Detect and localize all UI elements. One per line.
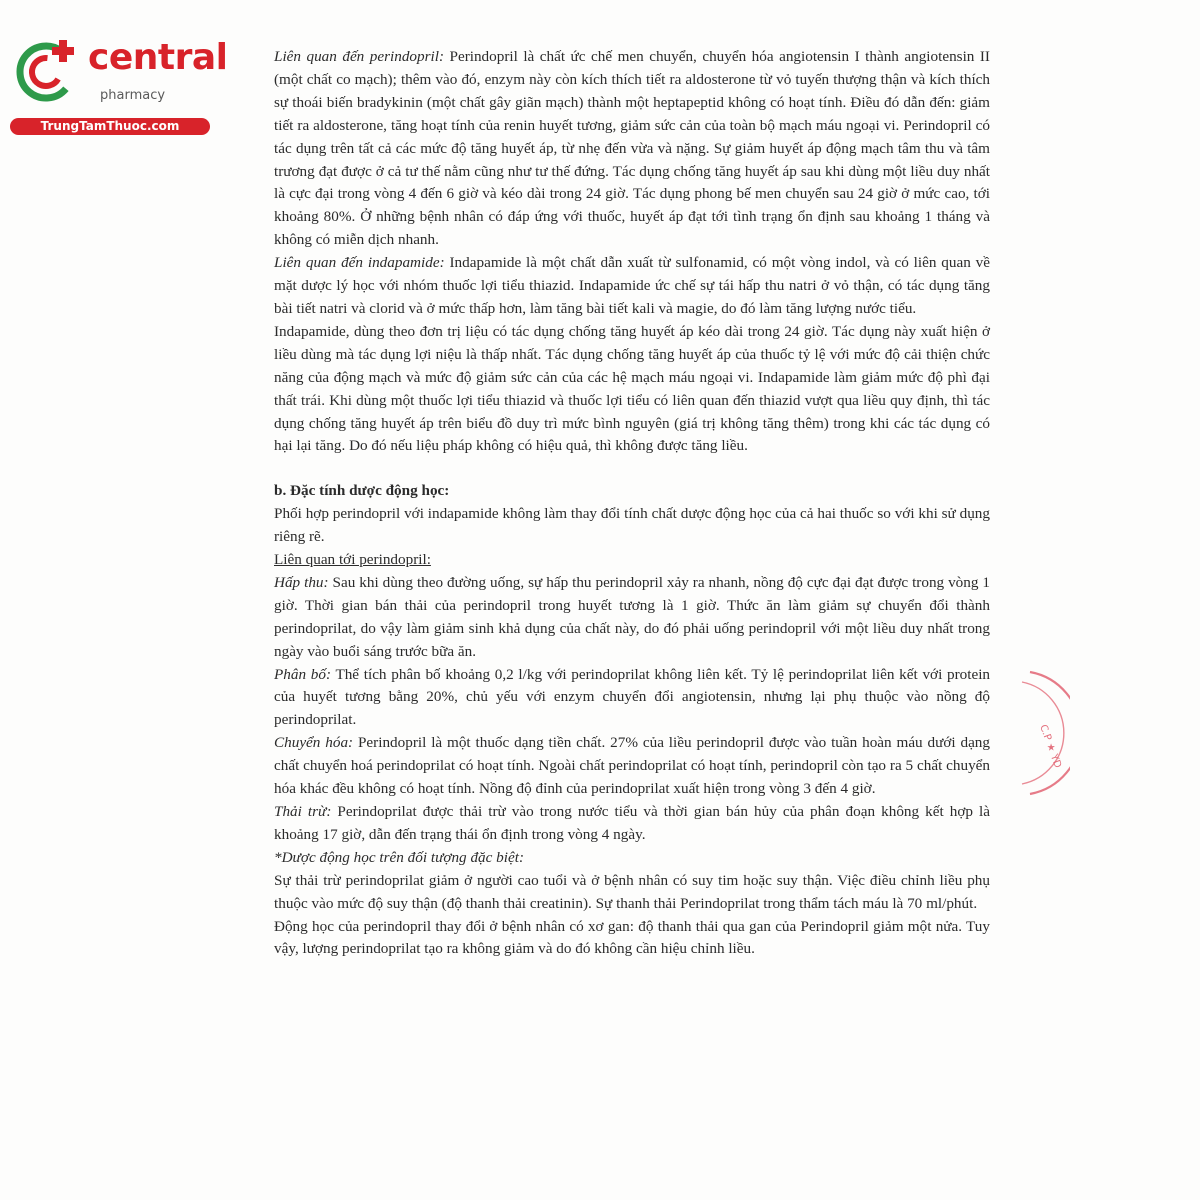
paragraph-label: Phân bố: [274, 665, 332, 683]
paragraph-label: Hấp thu: [274, 573, 329, 591]
paragraph-label: Liên quan đến indapamide: [274, 254, 445, 272]
brand-name: central [88, 37, 228, 78]
paragraph-text: Perindoprilat được thải trừ vào trong nước tiểu và thời gian bán hủy của phân đoạn không kết hợp là khoảng 17 giờ, dẫn đến trạng thái ổn định trong vòng 4 ngày. [274, 803, 990, 843]
paragraph-label: Chuyển hóa: [274, 734, 354, 752]
paragraph-text: Thể tích phân bố khoảng 0,2 l/kg với perindoprilat không liên kết. Tỷ lệ perindoprilat liên kết với protein của huyết tương bằng 20%, chủ yếu với enzym chuyển đổi angiotensin, nhưng lại phụ thuộc vào nồng độ perindoprilat. [274, 665, 991, 729]
paragraph-label: Liên quan đến perindopril: [274, 48, 445, 65]
paragraph-distribution [274, 664, 990, 733]
paragraph-cirrhosis: Động học của perindopril thay đổi ở bệnh nhân có xơ gan: độ thanh thải qua gan của Perindopril giảm một nửa. Tuy vậy, lượng perindoprilat tạo ra không giảm và do đó không cần hiệu chỉnh liều. [274, 917, 990, 958]
section-spacer [274, 458, 990, 480]
paragraph-label: Thải trừ: [274, 803, 332, 820]
paragraph-text: Indapamide là một chất dẫn xuất từ sulfonamid, có một vòng indol, và có liên quan về mặt dược lý học với nhóm thuốc lợi tiểu thiazid. Indapamide ức chế sự tái hấp thu natri ở vỏ thận, có tác dụng tăng bài tiết natri và clorid và ở mức thấp hơn, làm tăng bài tiết kali và magie, do đó làm tăng lượng nước tiểu. [274, 254, 991, 317]
paragraph-text: Sau khi dùng theo đường uống, sự hấp thu perindopril xảy ra nhanh, nồng độ cực đại đạt được trong vòng 1 giờ. Thời gian bán thải của perindopril trong huyết tương là 1 giờ. Thức ăn làm giảm sự chuyển đổi thành perindoprilat, do vậy làm giảm sinh khả dụng của chất này, do đó phải uống perindopril với một liều duy nhất trong ngày vào buổi sáng trước bữa ăn. [274, 573, 990, 660]
document-body [274, 46, 990, 961]
sub-heading-special-populations: *Dược động học trên đối tượng đặc biệt: [274, 848, 525, 866]
brand-subtitle: pharmacy [100, 88, 166, 103]
paragraph-text: Perindopril là một thuốc dạng tiền chất. 27% của liều perindopril được vào tuần hoàn máu dưới dạng chất chuyển hoá perindoprilat có hoạt tính. Ngoài chất perindoprilat có hoạt tính, perindopril còn tạo ra 5 chất chuyển hóa khác đều không có hoạt tính. Nồng độ đỉnh của perindoprilat xuất hiện trong vòng 3 đến 4 giờ. [274, 734, 990, 798]
official-stamp-seal [1010, 668, 1070, 798]
paragraph-metabolism [274, 732, 990, 801]
paragraph-text: Perindopril là chất ức chế men chuyển, chuyển hóa angiotensin I thành angiotensin II (một chất co mạch); thêm vào đó, enzym này còn kích thích tiết ra aldosterone từ vỏ tuyến thượng thận và kích thích sự thoái biến bradykinin (một chất gây giãn mạch) thành một heptapeptid không có hoạt tính. Điều đó dẫn đến: giảm tiết ra aldosterone, tăng hoạt tính của renin huyết tương, giảm sức cản của toàn bộ mạch máu ngoại vi. Perindopril có tác dụng trên tất cả các mức độ tăng huyết áp, từ nhẹ đến vừa và nặng. Sự giảm huyết áp động mạch tâm thu và tâm trương đạt được ở cả tư thế nằm cũng như tư thế đứng. Tác dụng chống tăng huyết áp sau khi dùng một liều duy nhất là cực đại trong vòng 4 đến 6 giờ và kéo dài trong 24 giờ. Tác dụng phong bế men chuyển sau 24 giờ ở mức cao, tới khoảng 80%. Ở những bệnh nhân có đáp ứng với thuốc, huyết áp đạt tới tình trạng ổn định sau khoảng 1 tháng và không có miễn dịch nhanh. [274, 48, 990, 249]
paragraph-indapamide-monotherapy: Indapamide, dùng theo đơn trị liệu có tác dụng chống tăng huyết áp kéo dài trong 24 giờ. Tác dụng này xuất hiện ở liều dùng mà tác dụng lợi niệu là thấp nhất. Tác dụng chống tăng huyết áp của thuốc tỷ lệ với mức độ cải thiện chức năng của động mạch và mức độ giảm sức cản của các hệ mạch máu ngoại vi. Indapamide làm giảm mức độ phì đại thất trái. Khi dùng một thuốc lợi tiểu thiazid và thuốc lợi tiểu có liên quan đến thiazid vượt qua liều quy định, thì tác dụng chống tăng huyết áp trên biểu đồ duy trì mức bình nguyên (giá trị không tăng thêm) trong khi các tác dụng có hại lại tăng. Do đó nếu liệu pháp không có hiệu quả, thì không được tăng liều. [274, 322, 990, 455]
paragraph-indapamide-pharmacodynamics [274, 252, 990, 321]
stamp-text: C.P ★ YD [1037, 723, 1064, 770]
section-heading-pharmacokinetics: b. Đặc tính dược động học: [274, 482, 450, 500]
paragraph-absorption [274, 572, 990, 664]
brand-website-link[interactable]: TrungTamThuoc.com [10, 118, 210, 135]
sub-heading-perindopril: Liên quan tới perindopril: [274, 551, 431, 569]
paragraph-combination: Phối hợp perindopril với indapamide không làm thay đổi tính chất dược động học của cả hai thuốc so với khi sử dụng riêng rẽ. [274, 505, 990, 546]
paragraph-special-elimination: Sự thải trừ perindoprilat giảm ở người cao tuổi và ở bệnh nhân có suy tim hoặc suy thận. Việc điều chỉnh liều phụ thuộc vào mức độ suy thận (độ thanh thải creatinin). Sự thanh thải Perindoprilat trong thẩm tách máu là 70 ml/phút. [274, 871, 990, 912]
paragraph-elimination [274, 801, 990, 847]
pharmacy-cross-logo-icon [10, 36, 88, 114]
paragraph-perindopril-pharmacodynamics [274, 46, 990, 252]
central-pharmacy-logo[interactable] [10, 36, 228, 136]
